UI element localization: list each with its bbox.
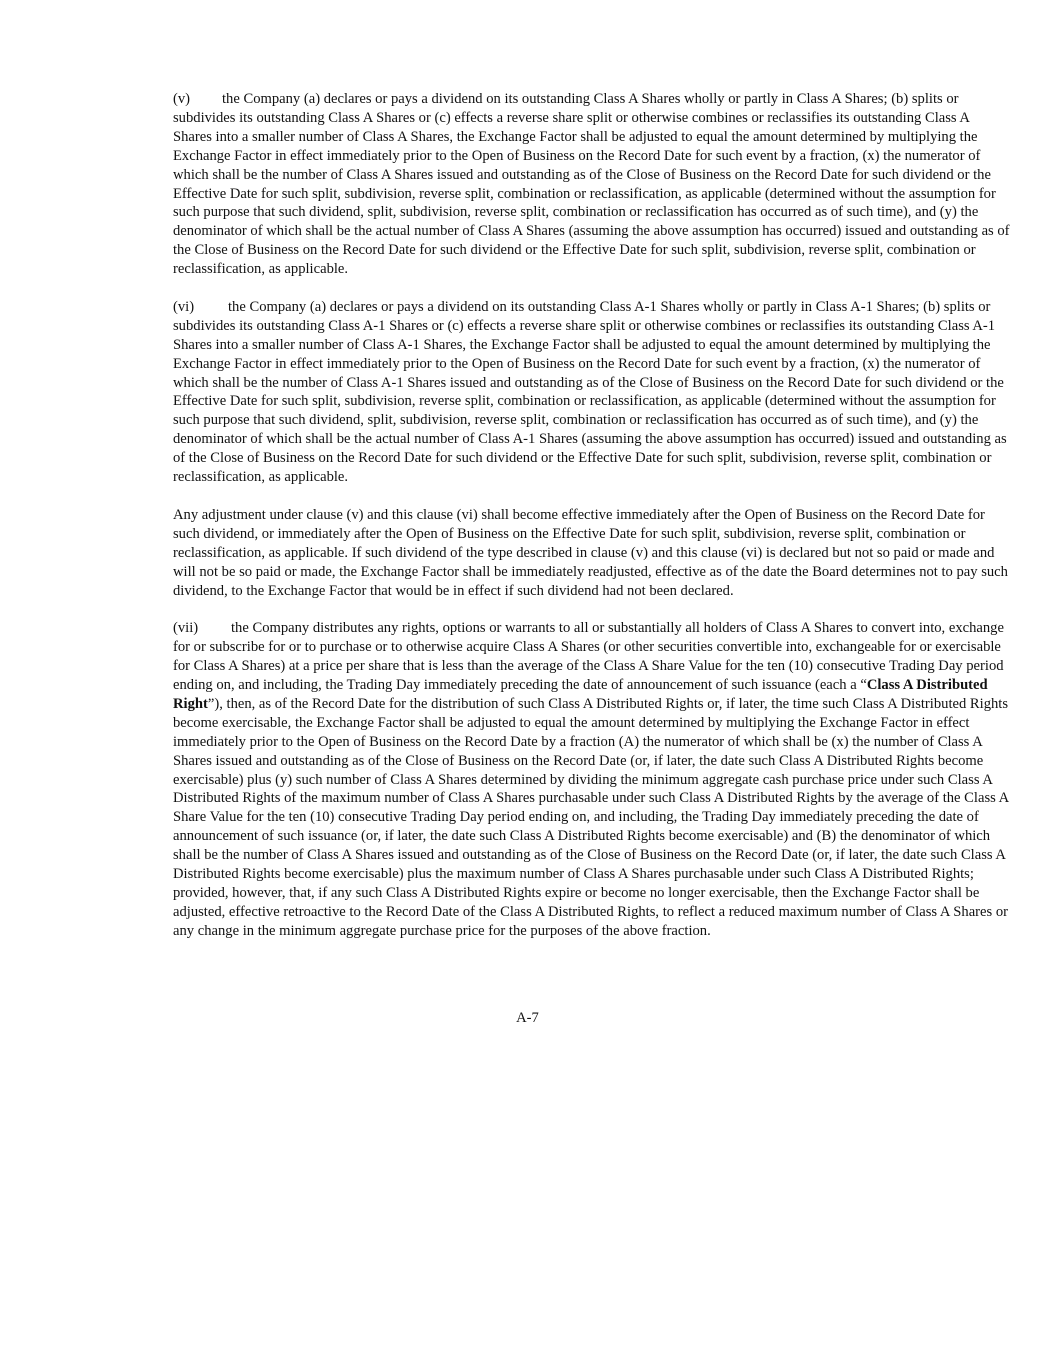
document-page [173, 90, 1011, 960]
clause-vi [173, 298, 1011, 487]
clause-vii-marker: (vii) [173, 620, 199, 637]
adjustment-text: Any adjustment under clause (v) and this clause (vi) shall become effective immediately after the Open of Business on the Record Date for such dividend, or immediately after the Open of Business on the Effective Date for such split, subdivision, reverse split, combination or reclassification, as applicable. If such dividend of the type described in clause (v) and this clause (vi) is declared but not so paid or made and will not be so paid or made, the Exchange Factor shall be immediately readjusted, effective as of the date the Board determines not to pay such dividend, to the Exchange Factor that would be in effect if such dividend had not been declared. [173, 506, 1008, 599]
clause-vii-text-after: ”), then, as of the Record Date for the distribution of such Class A Distributed Rights or, if later, the time such Class A Distributed Rights become exercisable, the Exchange Factor shall be adjusted to equal the amount determined by multiplying the Exchange Factor in effect immediately prior to the Open of Business on the Record Date by a fraction (A) the numerator of which shall be (x) the number of Class A Shares issued and outstanding as of the Close of Business on the Record Date (or, if later, the date such Class A Distributed Rights become exercisable) plus (y) such number of Class A Shares determined by dividing the minimum aggregate cash purchase price under such Class A Distributed Rights of the maximum number of Class A Shares purchasable under such Class A Distributed Rights by the average of the Class A Share Value for the ten (10) consecutive Trading Day period ending on, and including, the Trading Day immediately preceding the date of announcement of such issuance (or, if later, the date such Class A Distributed Rights become exercisable) and (B) the denominator of which shall be the number of Class A Shares issued and outstanding as of the Close of Business on the Record Date (or, if later, the date such Class A Distributed Rights become exercisable) plus the maximum number of Class A Shares purchasable under such Class A Distributed Rights; provided, however, that, if any such Class A Distributed Rights expire or become no longer exercisable, then the Exchange Factor shall be adjusted, effective retroactive to the Record Date of the Class A Distributed Rights, to reflect a reduced maximum number of Class A Shares or any change in the minimum aggregate purchase price for the purposes of the above fraction. [173, 695, 1009, 939]
clause-v-text: the Company (a) declares or pays a dividend on its outstanding Class A Shares wholly or partly in Class A Shares; (b) splits or subdivides its outstanding Class A Shares or (c) effects a reverse share split or otherwise combines or reclassifies its outstanding Class A Shares into a smaller number of Class A Shares, the Exchange Factor shall be adjusted to equal the amount determined by multiplying the Exchange Factor in effect immediately prior to the Open of Business on the Record Date for such event by a fraction, (x) the numerator of which shall be the number of Class A Shares issued and outstanding as of the Close of Business on the Record Date for such dividend or the Effective Date for such split, subdivision, reverse split, combination or reclassification, as applicable (determined without the assumption for such purpose that such dividend, split, subdivision, reverse split, combination or reclassification has occurred as of such time), and (y) the denominator of which shall be the actual number of Class A Shares (assuming the above assumption has occurred) issued and outstanding as of the Close of Business on the Record Date for such dividend or the Effective Date for such split, subdivision, reverse split, combination or reclassification, as applicable. [173, 91, 1010, 278]
page-number: A-7 [516, 1010, 539, 1026]
clause-v-marker: (v) [173, 91, 191, 107]
clause-vi-marker: (vi) [173, 298, 195, 315]
clause-vii [173, 619, 1011, 940]
clause-vi-text: the Company (a) declares or pays a dividend on its outstanding Class A-1 Shares wholly or partly in Class A-1 Shares; (b) splits or subdivides its outstanding Class A-1 Shares or (c) effects a reverse share split or otherwise combines or reclassifies its outstanding Class A-1 Shares into a smaller number of Class A-1 Shares, the Exchange Factor shall be adjusted to equal the amount determined by multiplying the Exchange Factor in effect immediately prior to the Open of Business on the Record Date for such event by a fraction, (x) the numerator of which shall be the number of Class A-1 Shares issued and outstanding as of the Close of Business on the Record Date for such dividend or the Effective Date for such split, subdivision, reverse split, combination or reclassification, as applicable (determined without the assumption for such purpose that such dividend, split, subdivision, reverse split, combination or reclassification has occurred as of such time), and (y) the denominator of which shall be the actual number of Class A-1 Shares (assuming the above assumption has occurred) issued and outstanding as of the Close of Business on the Record Date for such dividend or the Effective Date for such split, subdivision, reverse split, combination or reclassification, as applicable. [173, 298, 1007, 486]
adjustment-paragraph [173, 506, 1011, 601]
defined-term: Class A Distributed Right [173, 677, 988, 712]
clause-vii-text-before: the Company distributes any rights, options or warrants to all or substantially all holders of Class A Shares to convert into, exchange for or subscribe for or to purchase or to otherwise acquire Class A Shares (or other securities convertible into, exchangeable for or exercisable for Class A Shares) at a price per share that is less than the average of the Class A Share Value for the ten (10) consecutive Trading Day period ending on, and including, the Trading Day immediately preceding the date of announcement of such issuance (each a “ [173, 620, 1004, 694]
clause-v [173, 90, 1011, 279]
